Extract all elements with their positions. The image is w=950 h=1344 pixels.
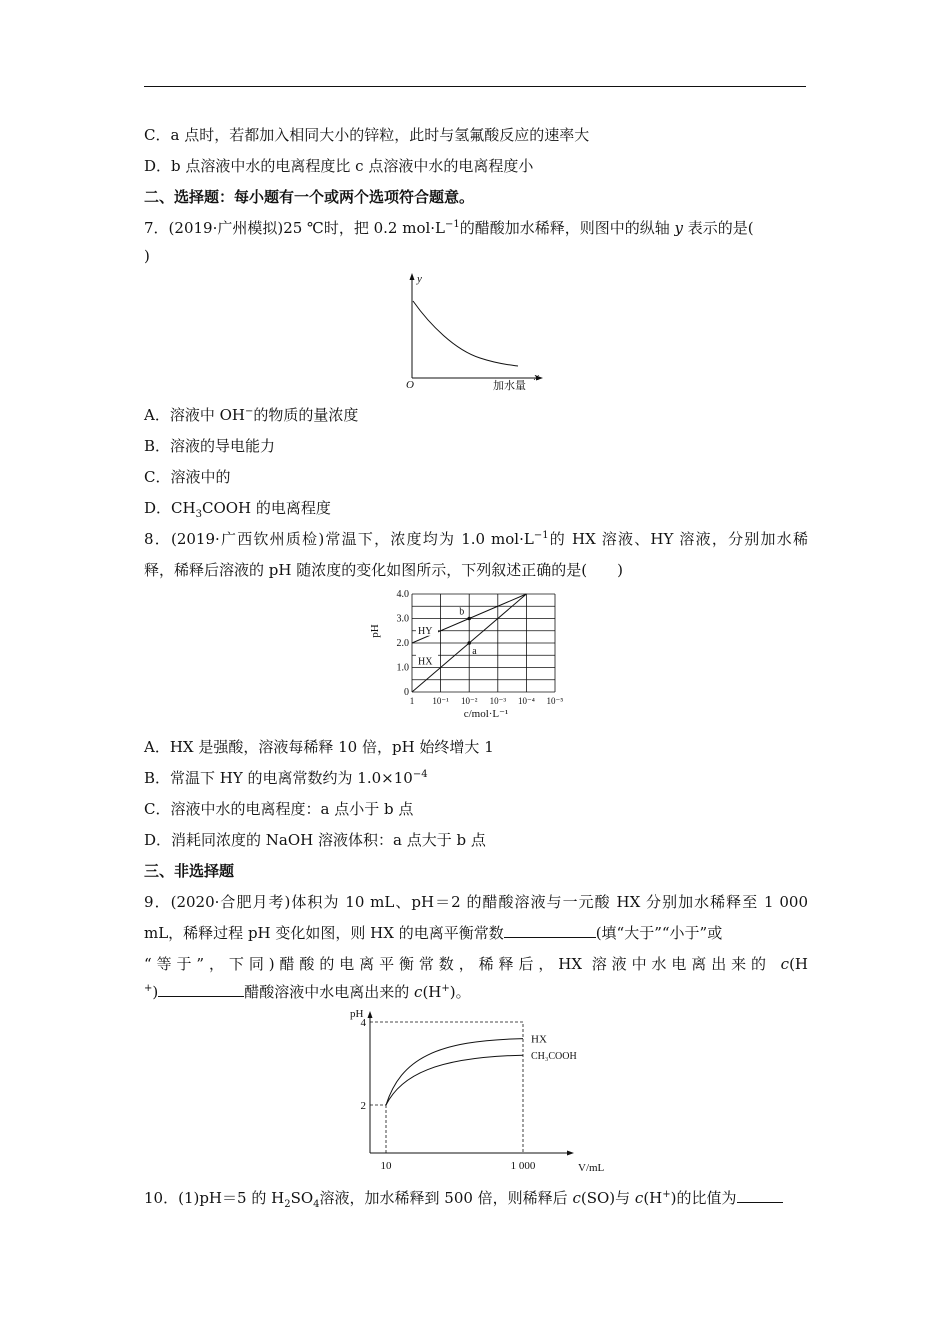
q7-stem-cont: ) (144, 247, 150, 265)
q8-x-tick: 10⁻⁵ (546, 696, 564, 706)
q9-series-label: HX (531, 1033, 547, 1046)
q9-blank-2[interactable] (158, 982, 244, 997)
q7-option-d: D．$CH_3COOH$ 的电离程度 (144, 499, 331, 520)
q8-option-d: D．消耗同浓度的 NaOH 溶液体积：a 点大于 b 点 (144, 831, 486, 849)
q8-x-tick: 10⁻¹ (432, 696, 449, 706)
q8-x-tick: 10⁻² (460, 696, 478, 706)
q10-part-1: 10．(1)pH＝5 的 $H_2SO_4$溶液，加水稀释到 500 倍，则稀释后 c(SO)与 c(H+)的比值为 (144, 1188, 808, 1208)
q8-point-label: b (459, 606, 465, 618)
q8-y-tick: 1.0 (396, 662, 409, 674)
q6-option-c: C．a 点时，若都加入相同大小的锌粒，此时与氢氟酸反应的速率大 (144, 126, 590, 144)
q8-stem: 8．(2019·广西钦州质检)常温下，浓度均为 1.0 $mol\cdot L^{-1}$的 HX 溶液、HY 溶液，分别加水稀 (144, 530, 808, 548)
q7-option-a: A．溶液中 OH−的物质的量浓度 (144, 406, 359, 424)
q9-y-tick: 4 (360, 1017, 366, 1029)
q9-y-tick: 2 (360, 1100, 366, 1112)
q7-x-label: x (534, 371, 539, 383)
q8-series-label: HY (418, 625, 433, 637)
q9-line-1: 9．(2020·合肥月考)体积为 10 mL、pH＝2 的醋酸溶液与一元酸 HX 分别加水稀释至 1 000 (144, 893, 808, 911)
q8-x-tick: 10⁻⁴ (517, 696, 535, 706)
q9-series (386, 1034, 577, 1105)
q7-x-caption: 加水量 (493, 380, 526, 392)
q9-tick-labels (361, 1017, 536, 1172)
q9-x-axis-label: V/mL (578, 1162, 605, 1174)
q8-point (467, 617, 471, 621)
q9-line-4: +) 醋酸溶液中水电离出来的 c(H+)。 (144, 983, 471, 1001)
q10-blank[interactable] (737, 1188, 783, 1203)
q7-figure (400, 270, 550, 395)
q9-x-tick: 10 (380, 1160, 392, 1172)
q7-origin: O (406, 379, 414, 391)
q7-option-c: C．溶液中的 (144, 468, 231, 486)
q9-series-line (386, 1055, 523, 1105)
q9-series-label: CH₃COOH (531, 1051, 577, 1063)
section-2-heading: 二、选择题：每小题有一个或两个选项符合题意。 (144, 188, 475, 206)
section-3-heading: 三、非选择题 (144, 862, 235, 880)
q8-chart (370, 585, 580, 725)
q8-x-axis-label: c/mol·L⁻¹ (463, 708, 509, 720)
q8-x-tick: 10⁻³ (489, 696, 507, 706)
q8-option-b: B．常温下 HY 的电离常数约为 $1.0\times 10^{-4}$ (144, 769, 428, 787)
q8-x-tick: 1 (409, 696, 415, 706)
q8-y-tick: 0 (404, 687, 409, 698)
q8-option-a: A．HX 是强酸，溶液每稀释 10 倍，pH 始终增大 1 (144, 738, 494, 756)
q8-series-label: HX (418, 656, 433, 668)
header-rule (144, 86, 806, 87)
q9-chart (340, 1003, 605, 1178)
q9-line-2: mL，稀释过程 pH 变化如图，则 HX 的电离平衡常数 (填“大于”“小于”或 (144, 924, 723, 942)
q8-point (467, 641, 471, 645)
q8-grid (412, 594, 555, 692)
q8-y-tick: 4.0 (396, 589, 409, 600)
q9-series-line (386, 1039, 523, 1105)
q9-blank-1[interactable] (504, 923, 596, 938)
q8-y-tick: 2.0 (396, 638, 409, 649)
q8-stem-cont: 释，稀释后溶液的 pH 随浓度的变化如图所示，下列叙述正确的是( ) (144, 561, 623, 579)
q8-option-c: C．溶液中水的电离程度：a 点小于 b 点 (144, 800, 414, 818)
q7-y-label: y (417, 273, 422, 285)
q9-y-axis-label: pH (350, 1008, 364, 1020)
q8-y-axis-label: pH (369, 624, 381, 638)
q8-y-tick: 3.0 (396, 613, 409, 625)
q7-stem: 7．(2019·广州模拟)25 ℃时，把 0.2 $mol\cdot L^{-1}$的醋酸加水稀释，则图中的纵轴 y 表示的是( (144, 219, 754, 237)
q8-point-label: a (472, 646, 477, 657)
q9-line-3: “等于”，下同)醋酸的电离平衡常数，稀释后，HX 溶液中水电离出来的 c(H (144, 955, 808, 973)
q7-option-b: B．溶液的导电能力 (144, 437, 276, 455)
q9-x-tick: 1 000 (510, 1160, 536, 1172)
q6-option-d: D．b 点溶液中水的电离程度比 c 点溶液中水的电离程度小 (144, 157, 534, 175)
